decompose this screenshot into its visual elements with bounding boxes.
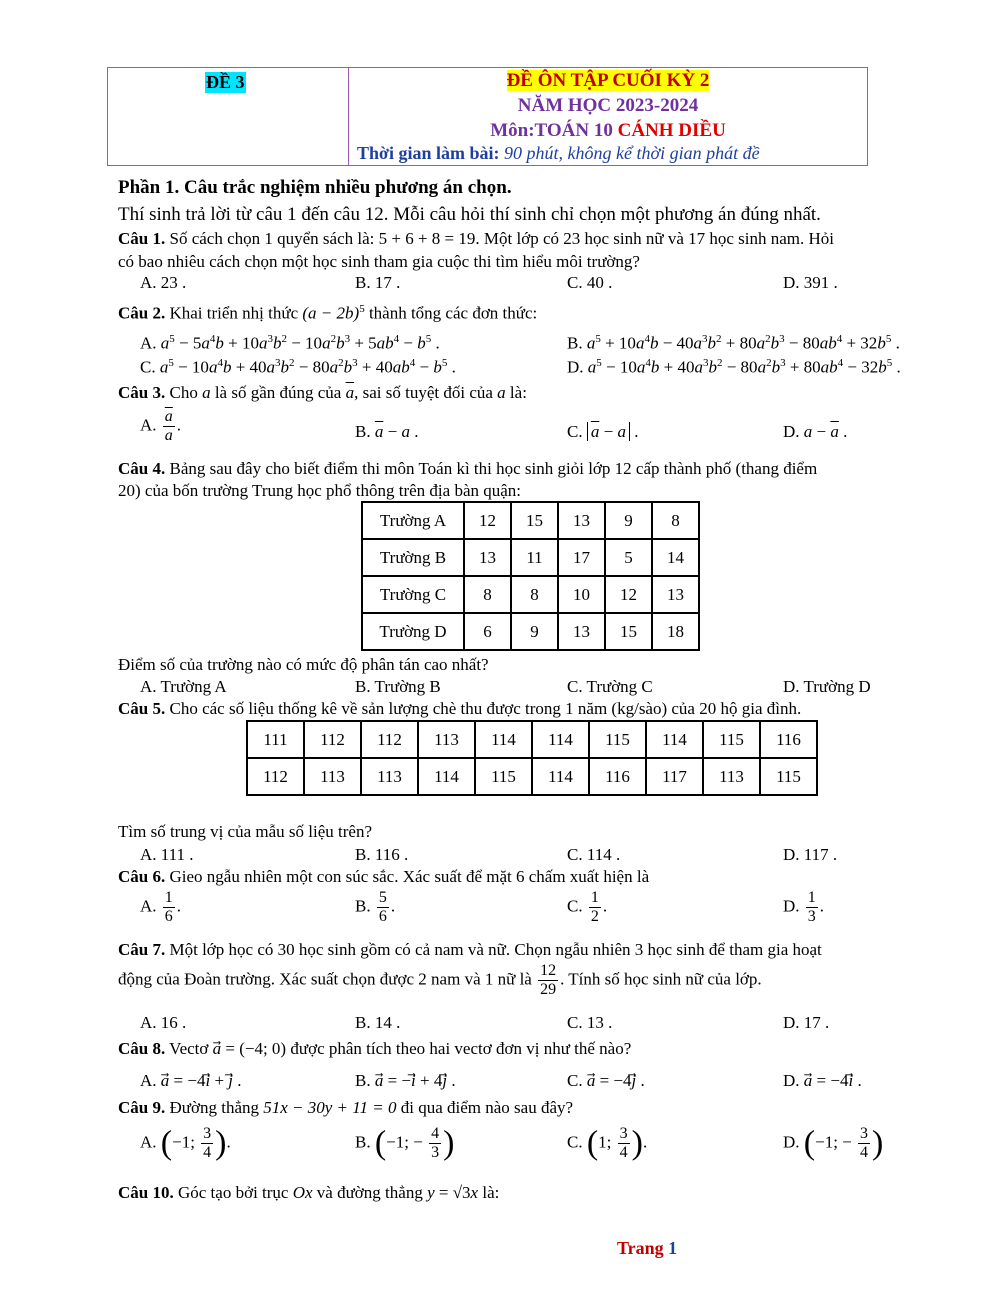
q5-table-cell: 112	[247, 758, 304, 795]
part1-heading: Phần 1. Câu trắc nghiệm nhiều phương án chọn.	[118, 177, 512, 198]
q4-option-a: A. Trường A	[140, 677, 227, 696]
header-left-cell	[108, 68, 349, 165]
q4-table-cell: 15	[511, 502, 558, 539]
q9-option-a: A. (−1; $\frac{3}{4}$ ).	[140, 1124, 231, 1162]
school-year: NĂM HỌC 2023-2024	[517, 95, 699, 116]
q5-table-cell: 117	[646, 758, 703, 795]
q4-line1: Câu 4. Bảng sau đây cho biết điểm thi môn Toán kì thi học sinh giỏi lớp 12 cấp thành phố (thang điểm	[118, 459, 818, 478]
q1-line2: có bao nhiêu cách chọn một học sinh tham gia cuộc thi tìm hiểu môi trường?	[118, 252, 640, 271]
q2-option-a: A. $a^5 - 5a^4b + 10a^3b^2 - 10a^2b^3 + 5ab^4 - b^5$ .	[140, 333, 440, 353]
q5-table-cell: 115	[760, 758, 817, 795]
q5-table-cell: 112	[361, 721, 418, 758]
q9-option-d: D. (−1; − $\frac{3}{4}$ )	[783, 1124, 884, 1162]
q4-option-b: B. Trường B	[355, 677, 441, 696]
q1-option-a: A. 23 .	[140, 273, 187, 292]
q8-option-c: C. a⃗ = −4j⃗ .	[567, 1071, 645, 1090]
q4-table-cell: 13	[464, 539, 511, 576]
q8-option-b: B. a⃗ = −i⃗ + 4j⃗ .	[355, 1071, 456, 1090]
q4-table-cell: 9	[511, 613, 558, 650]
q1-option-c: C. 40 .	[567, 273, 613, 292]
q4-question: Điểm số của trường nào có mức độ phân tán cao nhất?	[118, 655, 489, 674]
q5-table-cell: 115	[475, 758, 532, 795]
q4-table-cell: 12	[464, 502, 511, 539]
q4-table-cell: 6	[464, 613, 511, 650]
q3-stem: Câu 3. Cho a là số gần đúng của $\overline{a}$, sai số tuyệt đối của a là:	[118, 383, 527, 402]
q4-table-cell: 8	[464, 576, 511, 613]
q5-stem: Câu 5. Cho các số liệu thống kê về sản lượng chè thu được trong 1 năm (kg/sào) của 20 hộ gia đình.	[118, 699, 802, 718]
q3-option-b: B. $\overline{a} - a$ .	[355, 422, 419, 441]
q6-option-a: A. $\frac{1}{6}$ .	[140, 889, 182, 925]
q4-table-cell: 5	[605, 539, 652, 576]
q3-option-c: C. $\overline{a} - a$ .	[567, 422, 639, 441]
q5-option-a: A. 111 .	[140, 845, 194, 864]
q5-question: Tìm số trung vị của mẫu số liệu trên?	[118, 822, 372, 841]
q4-table-cell: 13	[652, 576, 699, 613]
q5-table-cell: 113	[361, 758, 418, 795]
q4-table-cell: Trường B	[362, 539, 464, 576]
q2-option-c: C. $a^5 - 10a^4b + 40a^3b^2 - 80a^2b^3 + 40ab^4 - b^5$ .	[140, 357, 456, 377]
q4-score-table	[361, 501, 700, 651]
q7-line1: Câu 7. Một lớp học có 30 học sinh gồm có cả nam và nữ. Chọn ngẫu nhiên 3 học sinh để tham gia hoạt	[118, 940, 822, 959]
q4-table-cell: 18	[652, 613, 699, 650]
q6-option-b: B. $\frac{5}{6}$ .	[355, 889, 396, 925]
q4-table-cell: 11	[511, 539, 558, 576]
exam-number: ĐỀ 3	[206, 72, 245, 92]
q5-table-row	[247, 721, 817, 758]
q5-table-cell: 113	[703, 758, 760, 795]
q5-option-c: C. 114 .	[567, 845, 621, 864]
q8-option-a: A. a⃗ = −4i⃗ + j⃗ .	[140, 1071, 242, 1090]
q5-table-cell: 114	[418, 758, 475, 795]
exam-header	[107, 67, 868, 166]
q4-option-d: D. Trường D	[783, 677, 871, 696]
q7-option-a: A. 16 .	[140, 1013, 187, 1032]
q5-table-cell: 114	[532, 721, 589, 758]
q4-line2: 20) của bốn trường Trung học phổ thông trên địa bàn quận:	[118, 481, 522, 500]
q6-option-c: C. $\frac{1}{2}$ .	[567, 889, 608, 925]
q4-table-cell: 17	[558, 539, 605, 576]
q4-table-cell: 15	[605, 613, 652, 650]
q5-table-cell: 116	[760, 721, 817, 758]
q9-option-c: C. (1; $\frac{3}{4}$ ).	[567, 1124, 648, 1162]
q4-table-cell: 9	[605, 502, 652, 539]
q4-table-row	[362, 502, 699, 539]
q5-table-cell: 113	[304, 758, 361, 795]
q5-table-cell: 116	[589, 758, 646, 795]
header-right-cell	[349, 68, 867, 165]
q2-option-b: B. $a^5 + 10a^4b - 40a^3b^2 + 80a^2b^3 - 80ab^4 + 32b^5$ .	[567, 333, 900, 353]
q5-table-row	[247, 758, 817, 795]
q4-table-cell: 12	[605, 576, 652, 613]
q4-table-row	[362, 613, 699, 650]
q4-table-cell: 13	[558, 502, 605, 539]
q4-table-cell: Trường D	[362, 613, 464, 650]
q2-option-d: D. $a^5 - 10a^4b + 40a^3b^2 - 80a^2b^3 + 80ab^4 - 32b^5$ .	[567, 357, 901, 377]
q5-option-b: B. 116 .	[355, 845, 409, 864]
q7-line2: động của Đoàn trường. Xác suất chọn được 2 nam và 1 nữ là $\frac{12}{29}$ . Tính số học sinh nữ của lớp.	[118, 962, 762, 998]
q6-stem: Câu 6. Gieo ngẫu nhiên một con súc sắc. Xác suất để mặt 6 chấm xuất hiện là	[118, 867, 650, 886]
q9-stem: Câu 9. Đường thẳng 51x − 30y + 11 = 0 đi qua điểm nào sau đây?	[118, 1098, 574, 1117]
q4-table-cell: 8	[511, 576, 558, 613]
page-footer: Trang 1	[617, 1238, 678, 1258]
q7-option-d: D. 17 .	[783, 1013, 830, 1032]
q5-table-cell: 115	[703, 721, 760, 758]
q4-table-cell: 8	[652, 502, 699, 539]
q4-table-cell: 10	[558, 576, 605, 613]
q4-option-c: C. Trường C	[567, 677, 653, 696]
q5-table-cell: 115	[589, 721, 646, 758]
exam-title: ĐỀ ÔN TẬP CUỐI KỲ 2	[506, 70, 710, 91]
q7-option-b: B. 14 .	[355, 1013, 401, 1032]
q5-table-cell: 111	[247, 721, 304, 758]
q1-line1: Câu 1. Số cách chọn 1 quyển sách là: 5 + 6 + 8 = 19. Một lớp có 23 học sinh nữ và 17 học sinh nam. Hỏi	[118, 229, 835, 248]
q7-option-c: C. 13 .	[567, 1013, 613, 1032]
q10-stem: Câu 10. Góc tạo bởi trục Ox và đường thẳng y = √3x là:	[118, 1183, 500, 1202]
q4-table-row	[362, 576, 699, 613]
q5-table-cell: 113	[418, 721, 475, 758]
q2-stem: Câu 2. Khai triển nhị thức $(a - 2b)^5$ thành tổng các đơn thức:	[118, 303, 538, 323]
q4-table-cell: 14	[652, 539, 699, 576]
q8-stem: Câu 8. Vectơ a⃗ = (−4; 0) được phân tích theo hai vectơ đơn vị như thế nào?	[118, 1039, 632, 1058]
q4-table-row	[362, 539, 699, 576]
q9-option-b: B. (−1; − $\frac{4}{3}$ )	[355, 1124, 455, 1162]
time-info: Thời gian làm bài: 90 phút, không kể thời gian phát đề	[357, 143, 760, 163]
q4-table-cell: 13	[558, 613, 605, 650]
q5-table-cell: 114	[532, 758, 589, 795]
part1-instruction: Thí sinh trả lời từ câu 1 đến câu 12. Mỗi câu hỏi thí sinh chỉ chọn một phương án đúng nhất.	[118, 204, 821, 225]
q1-option-d: D. 391 .	[783, 273, 838, 292]
q5-data-table	[246, 720, 818, 796]
q3-option-a: A. $\frac{\overline{a}}{a}$ .	[140, 408, 182, 444]
q3-option-d: D. $a - \overline{a}$ .	[783, 422, 848, 441]
q4-table-cell: Trường A	[362, 502, 464, 539]
q5-table-cell: 114	[646, 721, 703, 758]
q5-table-cell: 114	[475, 721, 532, 758]
q4-table-cell: Trường C	[362, 576, 464, 613]
q5-table-cell: 112	[304, 721, 361, 758]
q8-option-d: D. a⃗ = −4i⃗ .	[783, 1071, 862, 1090]
q6-option-d: D. $\frac{1}{3}$ .	[783, 889, 825, 925]
q5-option-d: D. 117 .	[783, 845, 838, 864]
q1-option-b: B. 17 .	[355, 273, 401, 292]
subject: Môn:TOÁN 10 CÁNH DIỀU	[490, 120, 726, 141]
